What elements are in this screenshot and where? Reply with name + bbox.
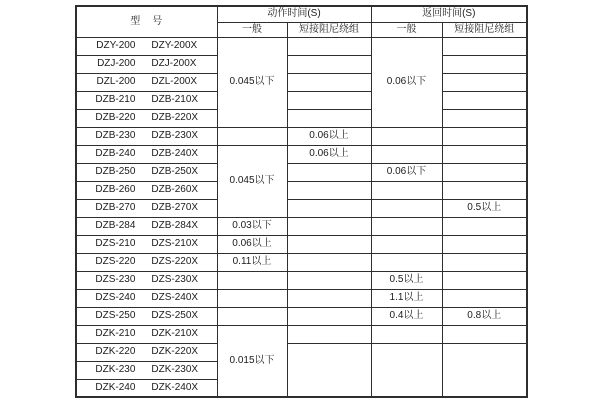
cell-return-damping (442, 181, 527, 199)
cell-return-general (371, 253, 442, 271)
model-cell (76, 163, 217, 181)
model-cell (76, 253, 217, 271)
cell-return-general: 0.06以下 (371, 37, 442, 127)
model-cell (76, 343, 217, 361)
cell-action-damping: 0.06以上 (287, 145, 371, 163)
cell-action-damping (287, 37, 371, 55)
header-return-time: 返回时间(S) (371, 6, 527, 22)
cell-action-general: 0.015以下 (217, 325, 287, 397)
cell-action-damping (287, 181, 371, 199)
cell-action-damping (287, 91, 371, 109)
cell-action-damping (287, 343, 371, 397)
cell-action-general (217, 289, 287, 307)
cell-return-general (371, 127, 442, 145)
model-cell (76, 271, 217, 289)
header-row-1 (76, 6, 527, 22)
cell-return-general (371, 217, 442, 235)
cell-return-general (371, 235, 442, 253)
cell-action-damping (287, 307, 371, 325)
cell-return-damping: 0.8以上 (442, 307, 527, 325)
table-row (76, 271, 527, 289)
header-action-time: 动作时间(S) (217, 6, 371, 22)
cell-return-damping: 0.5以上 (442, 199, 527, 217)
model-name: DZK-230 (95, 364, 136, 375)
model-name-x: DZB-220X (151, 112, 199, 123)
cell-return-general (371, 325, 442, 343)
table-row (76, 307, 527, 325)
model-name: DZS-230 (95, 274, 136, 285)
model-name: DZY-200 (96, 40, 136, 51)
table-row (76, 91, 527, 109)
table-row (76, 163, 527, 181)
table-row (76, 127, 527, 145)
model-cell (76, 235, 217, 253)
cell-return-damping (442, 253, 527, 271)
cell-action-damping (287, 253, 371, 271)
table-row (76, 73, 527, 91)
model-name-x: DZB-230X (151, 130, 199, 141)
model-name-x: DZB-250X (151, 166, 199, 177)
model-name: DZB-220 (95, 112, 136, 123)
cell-return-damping (442, 343, 527, 397)
table-row (76, 199, 527, 217)
model-cell (76, 199, 217, 217)
model-cell (76, 361, 217, 379)
model-name-x: DZJ-200X (151, 58, 197, 69)
cell-return-general (371, 181, 442, 199)
cell-return-damping (442, 235, 527, 253)
model-name: DZS-220 (95, 256, 136, 267)
table-row (76, 343, 527, 361)
model-name: DZS-250 (95, 310, 136, 321)
model-name-x: DZB-270X (151, 202, 199, 213)
cell-return-general: 0.5以上 (371, 271, 442, 289)
model-name-x: DZS-240X (151, 292, 199, 303)
model-name-x: DZS-250X (151, 310, 199, 321)
cell-return-damping (442, 217, 527, 235)
table-row (76, 235, 527, 253)
model-name: DZB-270 (95, 202, 136, 213)
cell-action-damping (287, 109, 371, 127)
table-row (76, 253, 527, 271)
cell-action-damping (287, 271, 371, 289)
model-name: DZB-230 (95, 130, 136, 141)
header-return-damping: 短接阻尼绕组 (442, 22, 527, 37)
model-name: DZB-284 (95, 220, 136, 231)
table-row (76, 145, 527, 163)
cell-action-damping (287, 55, 371, 73)
model-cell (76, 307, 217, 325)
table-row (76, 55, 527, 73)
table-row (76, 109, 527, 127)
model-name: DZK-220 (95, 346, 136, 357)
cell-action-general: 0.03以下 (217, 217, 287, 235)
model-name: DZJ-200 (97, 58, 136, 69)
model-name-x: DZS-220X (151, 256, 199, 267)
model-name-x: DZB-210X (151, 94, 199, 105)
cell-action-general: 0.045以下 (217, 145, 287, 217)
cell-return-damping (442, 127, 527, 145)
model-cell (76, 127, 217, 145)
model-cell (76, 379, 217, 397)
model-name-x: DZB-260X (151, 184, 199, 195)
cell-return-damping (442, 91, 527, 109)
model-name-x: DZB-284X (151, 220, 199, 231)
model-cell (76, 325, 217, 343)
cell-return-damping (442, 325, 527, 343)
model-cell (76, 73, 217, 91)
header-model: 型 号 (76, 6, 217, 37)
model-cell (76, 181, 217, 199)
cell-return-damping (442, 145, 527, 163)
model-name-x: DZS-230X (151, 274, 199, 285)
cell-return-general (371, 343, 442, 397)
header-return-general: 一般 (371, 22, 442, 37)
table-row (76, 181, 527, 199)
model-cell (76, 109, 217, 127)
model-cell (76, 289, 217, 307)
cell-return-damping (442, 73, 527, 91)
cell-action-damping (287, 325, 371, 343)
model-name: DZB-250 (95, 166, 136, 177)
cell-return-damping (442, 289, 527, 307)
model-cell (76, 55, 217, 73)
model-name: DZB-260 (95, 184, 136, 195)
model-name: DZB-210 (95, 94, 136, 105)
cell-action-general (217, 307, 287, 325)
model-name-x: DZB-240X (151, 148, 199, 159)
cell-action-damping (287, 163, 371, 181)
cell-return-damping (442, 163, 527, 181)
cell-return-general: 0.4以上 (371, 307, 442, 325)
table-row (76, 217, 527, 235)
cell-return-damping (442, 271, 527, 289)
model-cell (76, 217, 217, 235)
cell-action-damping: 0.06以上 (287, 127, 371, 145)
cell-return-damping (442, 37, 527, 55)
model-cell (76, 37, 217, 55)
cell-action-general: 0.11以上 (217, 253, 287, 271)
model-name-x: DZL-200X (151, 76, 197, 87)
model-name: DZL-200 (96, 76, 136, 87)
relay-spec-table (75, 5, 528, 398)
model-name-x: DZK-240X (151, 381, 199, 393)
model-name: DZB-240 (95, 148, 136, 159)
model-name: DZS-210 (95, 238, 136, 249)
model-name-x: DZK-210X (151, 328, 199, 339)
cell-return-damping (442, 109, 527, 127)
cell-action-general: 0.06以上 (217, 235, 287, 253)
cell-return-general (371, 145, 442, 163)
header-action-damping: 短接阻尼绕组 (287, 22, 371, 37)
cell-action-general (217, 271, 287, 289)
table-header (76, 6, 527, 37)
model-name-x: DZS-210X (151, 238, 199, 249)
table-row (76, 37, 527, 55)
cell-action-damping (287, 289, 371, 307)
cell-action-general (217, 127, 287, 145)
model-name-x: DZK-230X (151, 364, 199, 375)
model-cell (76, 91, 217, 109)
header-action-general: 一般 (217, 22, 287, 37)
model-name-x: DZY-200X (151, 40, 198, 51)
cell-action-damping (287, 73, 371, 91)
table-row (76, 325, 527, 343)
cell-return-damping (442, 55, 527, 73)
table-row (76, 289, 527, 307)
cell-return-general (371, 199, 442, 217)
cell-action-damping (287, 235, 371, 253)
cell-return-general: 1.1以上 (371, 289, 442, 307)
model-name: DZK-210 (95, 328, 136, 339)
cell-action-damping (287, 199, 371, 217)
cell-action-damping (287, 217, 371, 235)
model-name-x: DZK-220X (151, 346, 199, 357)
cell-return-general: 0.06以下 (371, 163, 442, 181)
model-name: DZK-240 (95, 381, 136, 393)
model-name: DZS-240 (95, 292, 136, 303)
model-cell (76, 145, 217, 163)
cell-action-general: 0.045以下 (217, 37, 287, 127)
